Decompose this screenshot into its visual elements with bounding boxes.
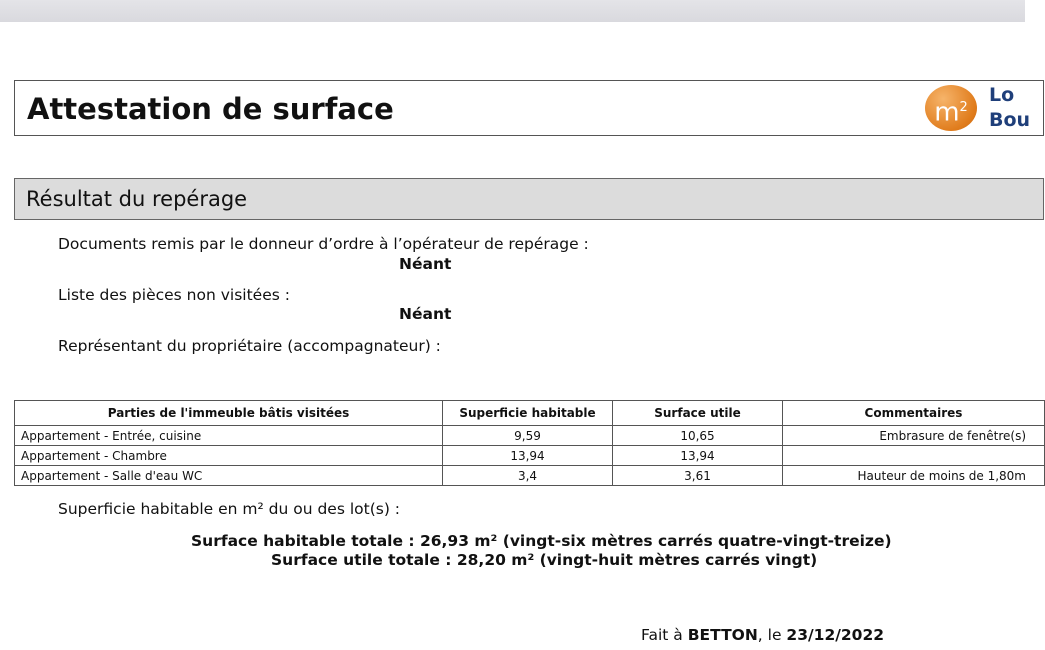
col-header-parts: Parties de l'immeuble bâtis visitées: [15, 401, 443, 426]
cell-habitable: 13,94: [443, 446, 613, 466]
cell-habitable: 3,4: [443, 466, 613, 486]
cell-part: Appartement - Entrée, cuisine: [15, 426, 443, 446]
logo-mark: m: [934, 97, 960, 128]
footer-date: 23/12/2022: [786, 626, 885, 644]
table-row: [15, 466, 1045, 486]
cell-utile: 13,94: [613, 446, 783, 466]
non-visited-value: Néant: [399, 305, 452, 323]
summary-label: Superficie habitable en m² du ou des lot(s) :: [58, 500, 401, 518]
total-utile: Surface utile totale : 28,20 m² (vingt-huit mètres carrés vingt): [271, 551, 818, 569]
logo-text-line2: Bou: [989, 109, 1031, 131]
section-header: [14, 178, 1044, 220]
cell-comment: Hauteur de moins de 1,80m: [783, 466, 1045, 486]
footer-prefix: Fait à: [641, 626, 688, 644]
footer-signature-line: [641, 626, 884, 644]
cell-comment: Embrasure de fenêtre(s): [783, 426, 1045, 446]
total-habitable: Surface habitable totale : 26,93 m² (vingt-six mètres carrés quatre-vingt-treize): [191, 532, 892, 550]
cell-habitable: 9,59: [443, 426, 613, 446]
table-row: [15, 426, 1045, 446]
col-header-utile: Surface utile: [613, 401, 783, 426]
title-box: [14, 80, 1044, 136]
representative-label: Représentant du propriétaire (accompagnateur) :: [58, 337, 441, 355]
cell-part: Appartement - Chambre: [15, 446, 443, 466]
col-header-comments: Commentaires: [783, 401, 1045, 426]
non-visited-label: Liste des pièces non visitées :: [58, 286, 290, 304]
table-header-row: [15, 401, 1045, 426]
cell-part: Appartement - Salle d'eau WC: [15, 466, 443, 486]
section-title: Résultat du repérage: [26, 187, 248, 211]
cell-utile: 3,61: [613, 466, 783, 486]
surface-table: [14, 400, 1045, 486]
logo-text: [989, 83, 1030, 133]
footer-city: BETTON: [687, 626, 758, 644]
window-top-bar: [0, 0, 1025, 22]
logo-mark-sup: 2: [959, 100, 968, 115]
cell-utile: 10,65: [613, 426, 783, 446]
footer-middle: , le: [757, 626, 787, 644]
table-row: [15, 446, 1045, 466]
m2-logo-icon: [925, 85, 977, 131]
page-title: Attestation de surface: [27, 92, 394, 126]
cell-comment: [783, 446, 1045, 466]
documents-value: Néant: [399, 255, 452, 273]
logo-text-line1: Lo: [989, 84, 1015, 106]
col-header-habitable: Superficie habitable: [443, 401, 613, 426]
documents-label: Documents remis par le donneur d’ordre à l’opérateur de repérage :: [58, 235, 589, 253]
